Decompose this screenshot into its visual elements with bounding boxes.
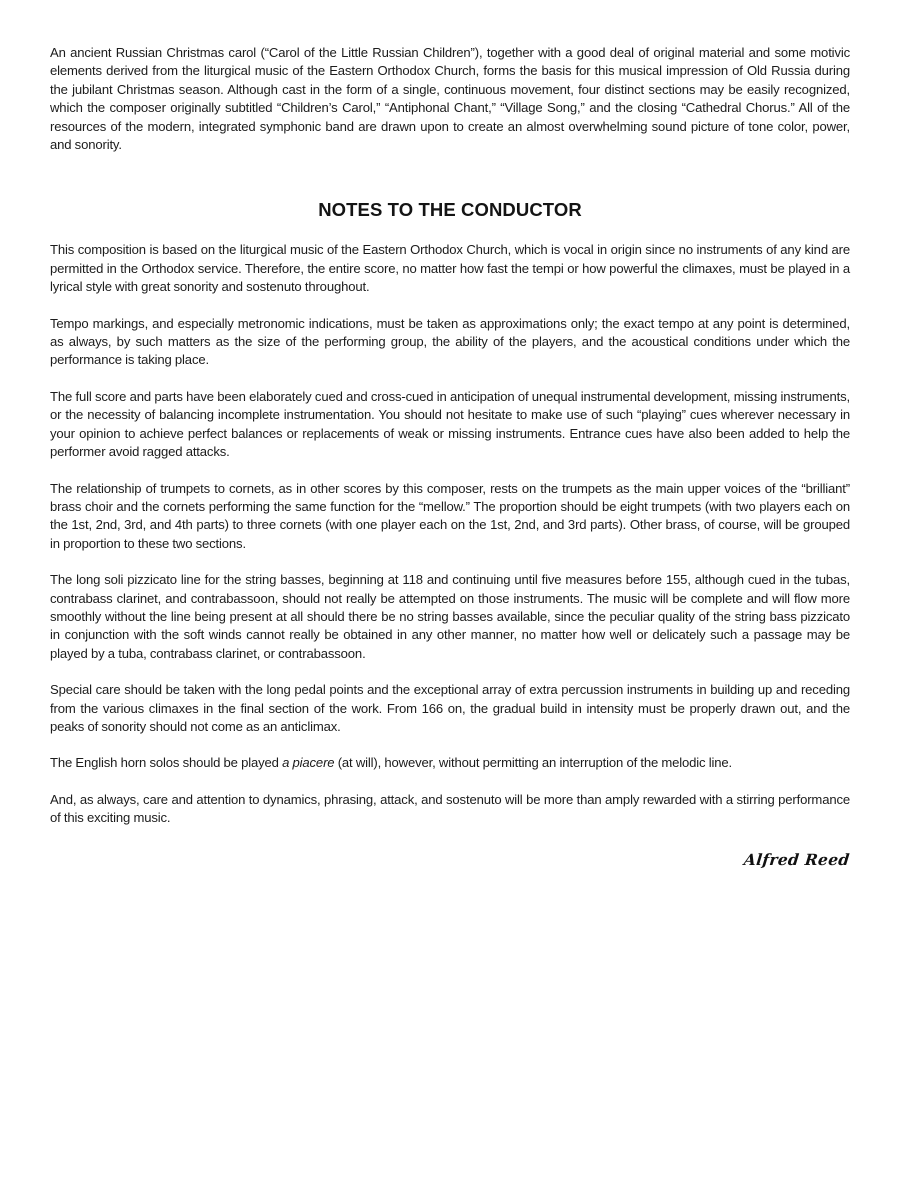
document-page [50, 44, 850, 869]
english-horn-text-before: The English horn solos should be played [50, 755, 283, 771]
english-horn-text-after: (at will), however, without permitting an interruption of the melodic line. [334, 755, 733, 771]
signature-name: Alfred Reed [743, 849, 851, 869]
english-horn-paragraph [50, 754, 850, 772]
intro-paragraph: An ancient Russian Christmas carol (“Carol of the Little Russian Children”), together with a good deal of original material and some motivic elements derived from the liturgical music of the Eastern Orthodox Church, forms the basis for this musical impression of Old Russia during the jubilant Christmas season. Although cast in the form of a single, continuous movement, four distinct sections may be easily recognized, which the composer originally subtitled “Children’s Carol,” “Antiphonal Chant,” “Village Song,” and the closing “Cathedral Chorus.” All of the resources of the modern, integrated symphonic band are drawn upon to create an almost overwhelming sound picture of tone color, power, and sonority. [50, 45, 850, 153]
note-paragraph-6: Special care should be taken with the long pedal points and the exceptional array of extra percussion instruments in building up and receding from the various climaxes in the final section of the work. From 166 on, the gradual build in intensity must be properly drawn out, and the peaks of sonority should not come as an anticlimax. [50, 682, 850, 734]
conductor-notes [50, 241, 850, 827]
note-paragraph-3: The full score and parts have been elaborately cued and cross-cued in anticipation of unequal instrumental development, missing instruments, or the necessity of balancing incomplete instrumentation. You should not hesitate to make use of such “playing” cues wherever necessary in your opinion to achieve perfect balances or replacements of weak or missing instruments. Entrance cues have also been added to help the performer avoid ragged attacks. [50, 388, 850, 460]
note-paragraph-1: This composition is based on the liturgical music of the Eastern Orthodox Church, which is vocal in origin since no instruments of any kind are permitted in the Orthodox service. Therefore, the entire score, no matter how fast the tempi or how powerful the climaxes, must be played in a lyrical style with great sonority and sostenuto throughout. [50, 242, 850, 295]
section-heading: NOTES TO THE CONDUCTOR [318, 199, 582, 221]
signature [50, 850, 850, 869]
note-paragraph-2: Tempo markings, and especially metronomic indications, must be taken as approximations only; the exact tempo at any point is determined, as always, by such matters as the size of the performing group, the ability of the players, and the acoustical conditions under which the performance is taking place. [50, 315, 850, 368]
note-paragraph-4: The relationship of trumpets to cornets, as in other scores by this composer, rests on the trumpets as the main upper voices of the “brilliant” brass choir and the cornets performing the same function for the “mellow.” The proportion should be eight trumpets (with two players each on the 1st, 2nd, 3rd, and 4th parts) to three cornets (with one player each on the 1st, 2nd, and 3rd parts). Other brass, of course, will be grouped in proportion to these two sections. [50, 480, 850, 551]
closing-paragraph: And, as always, care and attention to dynamics, phrasing, attack, and sostenuto will be more than amply rewarded with a stirring performance of this exciting music. [50, 791, 850, 826]
note-paragraph-5: The long soli pizzicato line for the string basses, beginning at 118 and continuing until five measures before 155, although cued in the tubas, contrabass clarinet, and contrabassoon, should not really be attempted on those instruments. The music will be complete and will flow more smoothly without the line being present at all should there be no string basses available, since the peculiar quality of the string bass pizzicato in conjunction with the soft winds cannot really be obtained in any other manner, no matter how well or delicately such a passage may be played by a tuba, contrabass clarinet, or contrabassoon. [50, 572, 850, 661]
a-piacere-italic: a piacere [282, 755, 335, 771]
